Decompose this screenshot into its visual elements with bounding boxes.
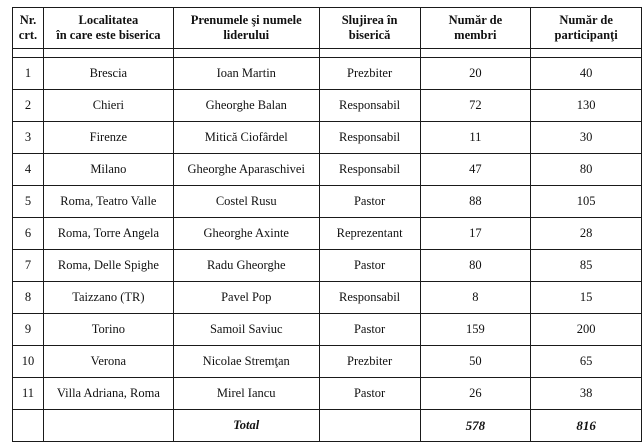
header-nr-line1: Nr.: [19, 13, 37, 27]
cell-participants: 105: [531, 186, 642, 218]
header-members-line2: membri: [454, 28, 497, 42]
cell-role: Pastor: [319, 314, 420, 346]
cell-members: 88: [420, 186, 531, 218]
table-row: [13, 122, 642, 154]
cell-leader: Costel Rusu: [173, 186, 319, 218]
table-row: [13, 58, 642, 90]
header-role-line1: Slujirea în: [341, 13, 398, 27]
table-row: [13, 186, 642, 218]
cell-role: Pastor: [319, 186, 420, 218]
header-participants-line1: Număr de: [559, 13, 613, 27]
cell-locality: Brescia: [43, 58, 173, 90]
total-label: Total: [173, 410, 319, 442]
table-row: [13, 250, 642, 282]
cell-nr: 5: [13, 186, 44, 218]
table-row: [13, 154, 642, 186]
header-nr: [13, 8, 44, 49]
header-row: [13, 8, 642, 49]
cell-members: 50: [420, 346, 531, 378]
cell-leader: Radu Gheorghe: [173, 250, 319, 282]
header-leader: [173, 8, 319, 49]
churches-table: [12, 7, 642, 442]
table-row: [13, 218, 642, 250]
cell-role: Reprezentant: [319, 218, 420, 250]
header-locality: [43, 8, 173, 49]
cell-participants: 80: [531, 154, 642, 186]
header-members: [420, 8, 531, 49]
table-row: [13, 314, 642, 346]
cell-nr: 3: [13, 122, 44, 154]
header-participants: [531, 8, 642, 49]
table-row: [13, 90, 642, 122]
header-locality-line2: în care este biserica: [56, 28, 161, 42]
cell-nr: 10: [13, 346, 44, 378]
cell-participants: 28: [531, 218, 642, 250]
cell-members: 26: [420, 378, 531, 410]
cell-role: Pastor: [319, 250, 420, 282]
header-locality-line1: Localitatea: [78, 13, 139, 27]
cell-participants: 38: [531, 378, 642, 410]
cell-participants: 40: [531, 58, 642, 90]
cell-locality: Roma, Delle Spighe: [43, 250, 173, 282]
header-leader-line2: liderului: [223, 28, 270, 42]
cell-leader: Gheorghe Axinte: [173, 218, 319, 250]
cell-leader: Nicolae Stremţan: [173, 346, 319, 378]
header-role-line2: biserică: [348, 28, 391, 42]
cell-leader: Gheorghe Aparaschivei: [173, 154, 319, 186]
cell-members: 8: [420, 282, 531, 314]
table-row: [13, 346, 642, 378]
header-leader-line1: Prenumele şi numele: [190, 13, 302, 27]
header-role: [319, 8, 420, 49]
cell-nr: 4: [13, 154, 44, 186]
header-participants-line2: participanţi: [554, 28, 618, 42]
cell-members: 72: [420, 90, 531, 122]
total-members: 578: [420, 410, 531, 442]
cell-locality: Taizzano (TR): [43, 282, 173, 314]
header-members-line1: Număr de: [448, 13, 503, 27]
cell-leader: Ioan Martin: [173, 58, 319, 90]
cell-role: Responsabil: [319, 90, 420, 122]
cell-nr: 11: [13, 378, 44, 410]
total-row: [13, 410, 642, 442]
cell-locality: Roma, Teatro Valle: [43, 186, 173, 218]
cell-nr: 7: [13, 250, 44, 282]
cell-members: 11: [420, 122, 531, 154]
cell-role: Responsabil: [319, 154, 420, 186]
cell-locality: Villa Adriana, Roma: [43, 378, 173, 410]
cell-role: Pastor: [319, 378, 420, 410]
cell-leader: Mirel Iancu: [173, 378, 319, 410]
cell-nr: 2: [13, 90, 44, 122]
cell-participants: 85: [531, 250, 642, 282]
cell-role: Prezbiter: [319, 346, 420, 378]
cell-participants: 30: [531, 122, 642, 154]
cell-leader: Mitică Ciofârdel: [173, 122, 319, 154]
cell-locality: Roma, Torre Angela: [43, 218, 173, 250]
total-participants: 816: [531, 410, 642, 442]
cell-role: Prezbiter: [319, 58, 420, 90]
cell-locality: Milano: [43, 154, 173, 186]
cell-members: 47: [420, 154, 531, 186]
header-spacer: [13, 49, 642, 58]
cell-nr: 8: [13, 282, 44, 314]
cell-nr: 6: [13, 218, 44, 250]
cell-members: 159: [420, 314, 531, 346]
cell-locality: Torino: [43, 314, 173, 346]
cell-leader: Samoil Saviuc: [173, 314, 319, 346]
cell-nr: 9: [13, 314, 44, 346]
cell-leader: Pavel Pop: [173, 282, 319, 314]
table-row: [13, 378, 642, 410]
cell-participants: 200: [531, 314, 642, 346]
cell-participants: 130: [531, 90, 642, 122]
cell-nr: 1: [13, 58, 44, 90]
cell-members: 17: [420, 218, 531, 250]
cell-members: 80: [420, 250, 531, 282]
table-row: [13, 282, 642, 314]
cell-participants: 65: [531, 346, 642, 378]
cell-locality: Verona: [43, 346, 173, 378]
cell-locality: Firenze: [43, 122, 173, 154]
cell-role: Responsabil: [319, 282, 420, 314]
cell-locality: Chieri: [43, 90, 173, 122]
cell-members: 20: [420, 58, 531, 90]
cell-participants: 15: [531, 282, 642, 314]
header-nr-line2: crt.: [18, 28, 38, 42]
cell-leader: Gheorghe Balan: [173, 90, 319, 122]
cell-role: Responsabil: [319, 122, 420, 154]
